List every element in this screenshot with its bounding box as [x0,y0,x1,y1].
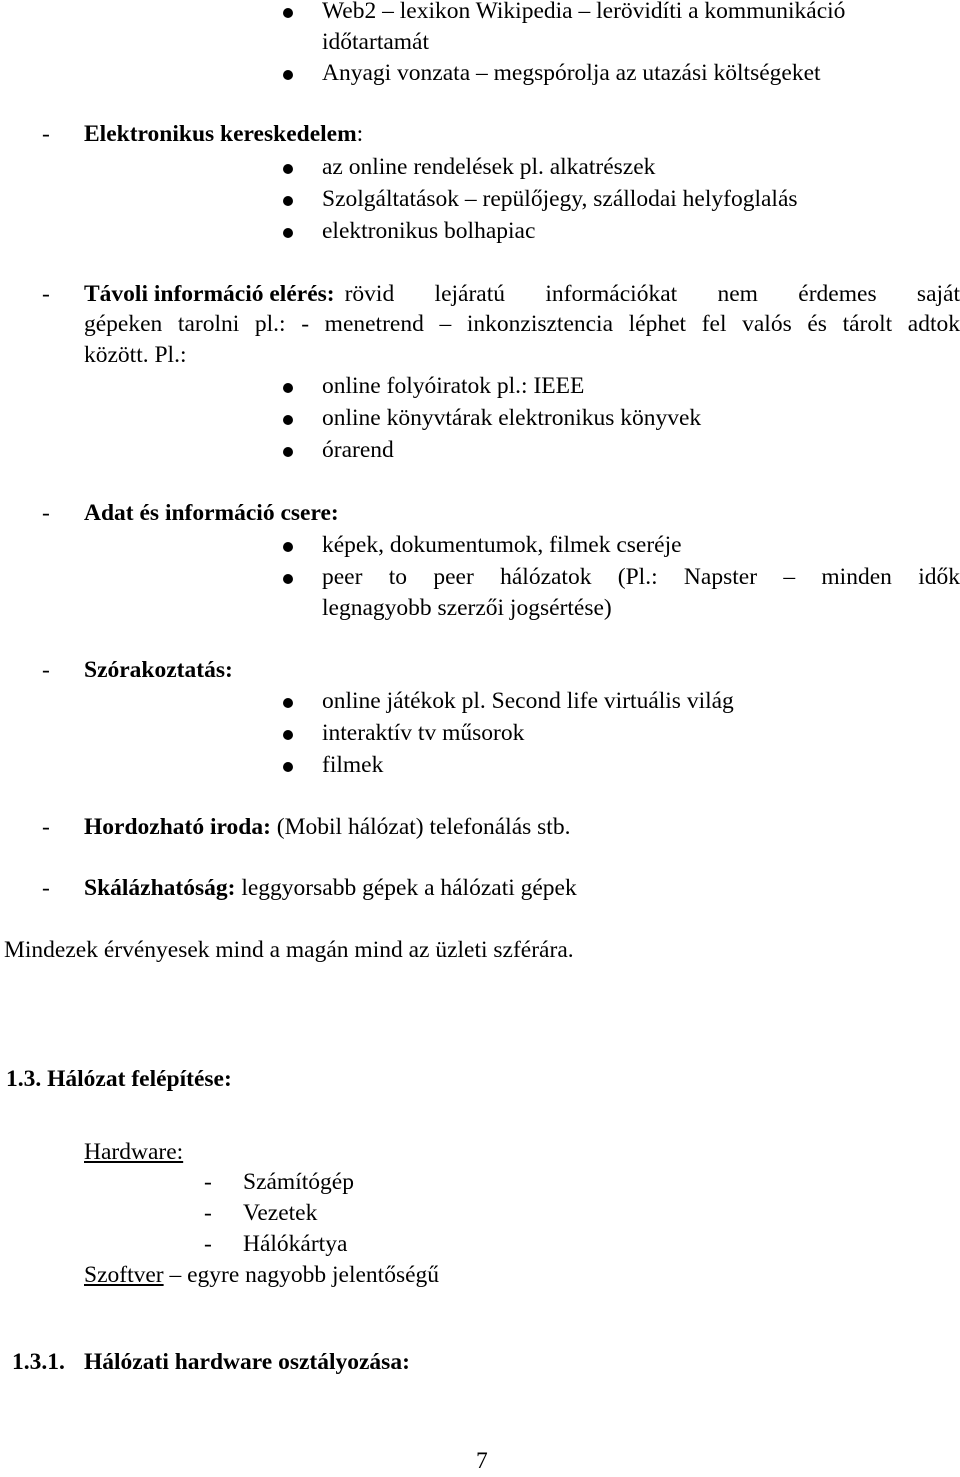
section-heading-1-3 [6,1064,232,1095]
list-item [322,562,960,593]
list-item: online könyvtárak elektronikus könyvek [322,405,702,431]
heading-text: Skálázhatóság: [84,875,236,901]
heading-text: Elektronikus kereskedelem [84,121,357,147]
bullet [283,542,293,552]
paragraph-line: rövid lejáratú információkat nem érdemes saját [344,281,960,307]
section-dash: - [42,875,50,901]
heading-suffix: : [356,121,364,147]
hardware-item: Számítógép [243,1169,354,1195]
heading-rest: leggyorsabb gépek a hálózati gépek [241,875,577,901]
list-item-text: Web2 – lexikon Wikipedia – lerövidíti a kommunikáció [322,0,846,24]
section-dash: - [42,121,50,147]
list-item: órarend [322,437,394,463]
list-item: az online rendelések pl. alkatrészek [322,154,656,180]
software-label: Szoftver [84,1262,164,1288]
list-item: elektronikus bolhapiac [322,218,536,244]
heading-text: Hálózati hardware osztályozása: [84,1349,410,1375]
bullet [283,70,293,80]
list-item-continuation: legnagyobb szerzői jogsértése) [322,595,612,621]
list-item [322,0,960,27]
bullet [283,164,293,174]
list-item: Szolgáltatások – repülőjegy, szállodai helyfoglalás [322,186,798,212]
section-heading-exchange [84,498,339,529]
list-item-text: peer to peer hálózatok (Pl.: Napster – minden idők [322,564,960,590]
heading-text: 1.3. Hálózat felépítése: [6,1066,232,1092]
bullet [283,196,293,206]
section-heading-ecommerce [84,119,363,150]
section-heading-remote [84,279,960,310]
software-rest: – egyre nagyobb jelentőségű [163,1262,440,1288]
bullet [283,447,293,457]
bullet [283,730,293,740]
list-item-continuation: időtartamát [322,29,430,55]
paragraph-line [84,309,960,340]
list-item: Anyagi vonzata – megspórolja az utazási költségeket [322,60,821,86]
section-dash: - [42,657,50,683]
section-number: 1.3.1. [12,1349,65,1375]
software-line [84,1260,439,1291]
section-heading-1-3-1 [12,1347,65,1378]
bullet [283,8,293,18]
list-item: interaktív tv műsorok [322,720,525,746]
hardware-dash: - [204,1200,212,1226]
bullet [283,383,293,393]
bullet [283,762,293,772]
heading-text: Szórakoztatás: [84,657,233,683]
section-heading-1-3-1-title [84,1347,410,1378]
heading-text: Adat és információ csere: [84,500,339,526]
list-item: filmek [322,752,384,778]
bullet [283,574,293,584]
heading-text: Hordozható iroda: [84,814,271,840]
section-heading-scaling [84,873,577,904]
bullet [283,698,293,708]
summary-paragraph: Mindezek érvényesek mind a magán mind az üzleti szférára. [4,937,574,963]
hardware-item: Hálókártya [243,1231,348,1257]
list-item: képek, dokumentumok, filmek cseréje [322,532,682,558]
hardware-dash: - [204,1169,212,1195]
section-heading-entertainment [84,655,233,686]
paragraph-text: gépeken tarolni pl.: - menetrend – inkonzisztencia léphet fel valós és tárolt adtok [84,311,960,337]
section-heading-office [84,812,570,843]
heading-text: Távoli információ elérés: [84,281,335,307]
bullet [283,415,293,425]
hardware-item: Vezetek [243,1200,318,1226]
paragraph-line: között. Pl.: [84,342,187,368]
heading-rest: (Mobil hálózat) telefonálás stb. [276,814,571,840]
list-item: online játékok pl. Second life virtuális világ [322,688,734,714]
hardware-dash: - [204,1231,212,1257]
section-dash: - [42,814,50,840]
section-dash: - [42,500,50,526]
list-item: online folyóiratok pl.: IEEE [322,373,585,399]
page-number: 7 [476,1448,488,1474]
bullet [283,228,293,238]
section-dash: - [42,281,50,307]
hardware-label: Hardware: [84,1139,184,1165]
